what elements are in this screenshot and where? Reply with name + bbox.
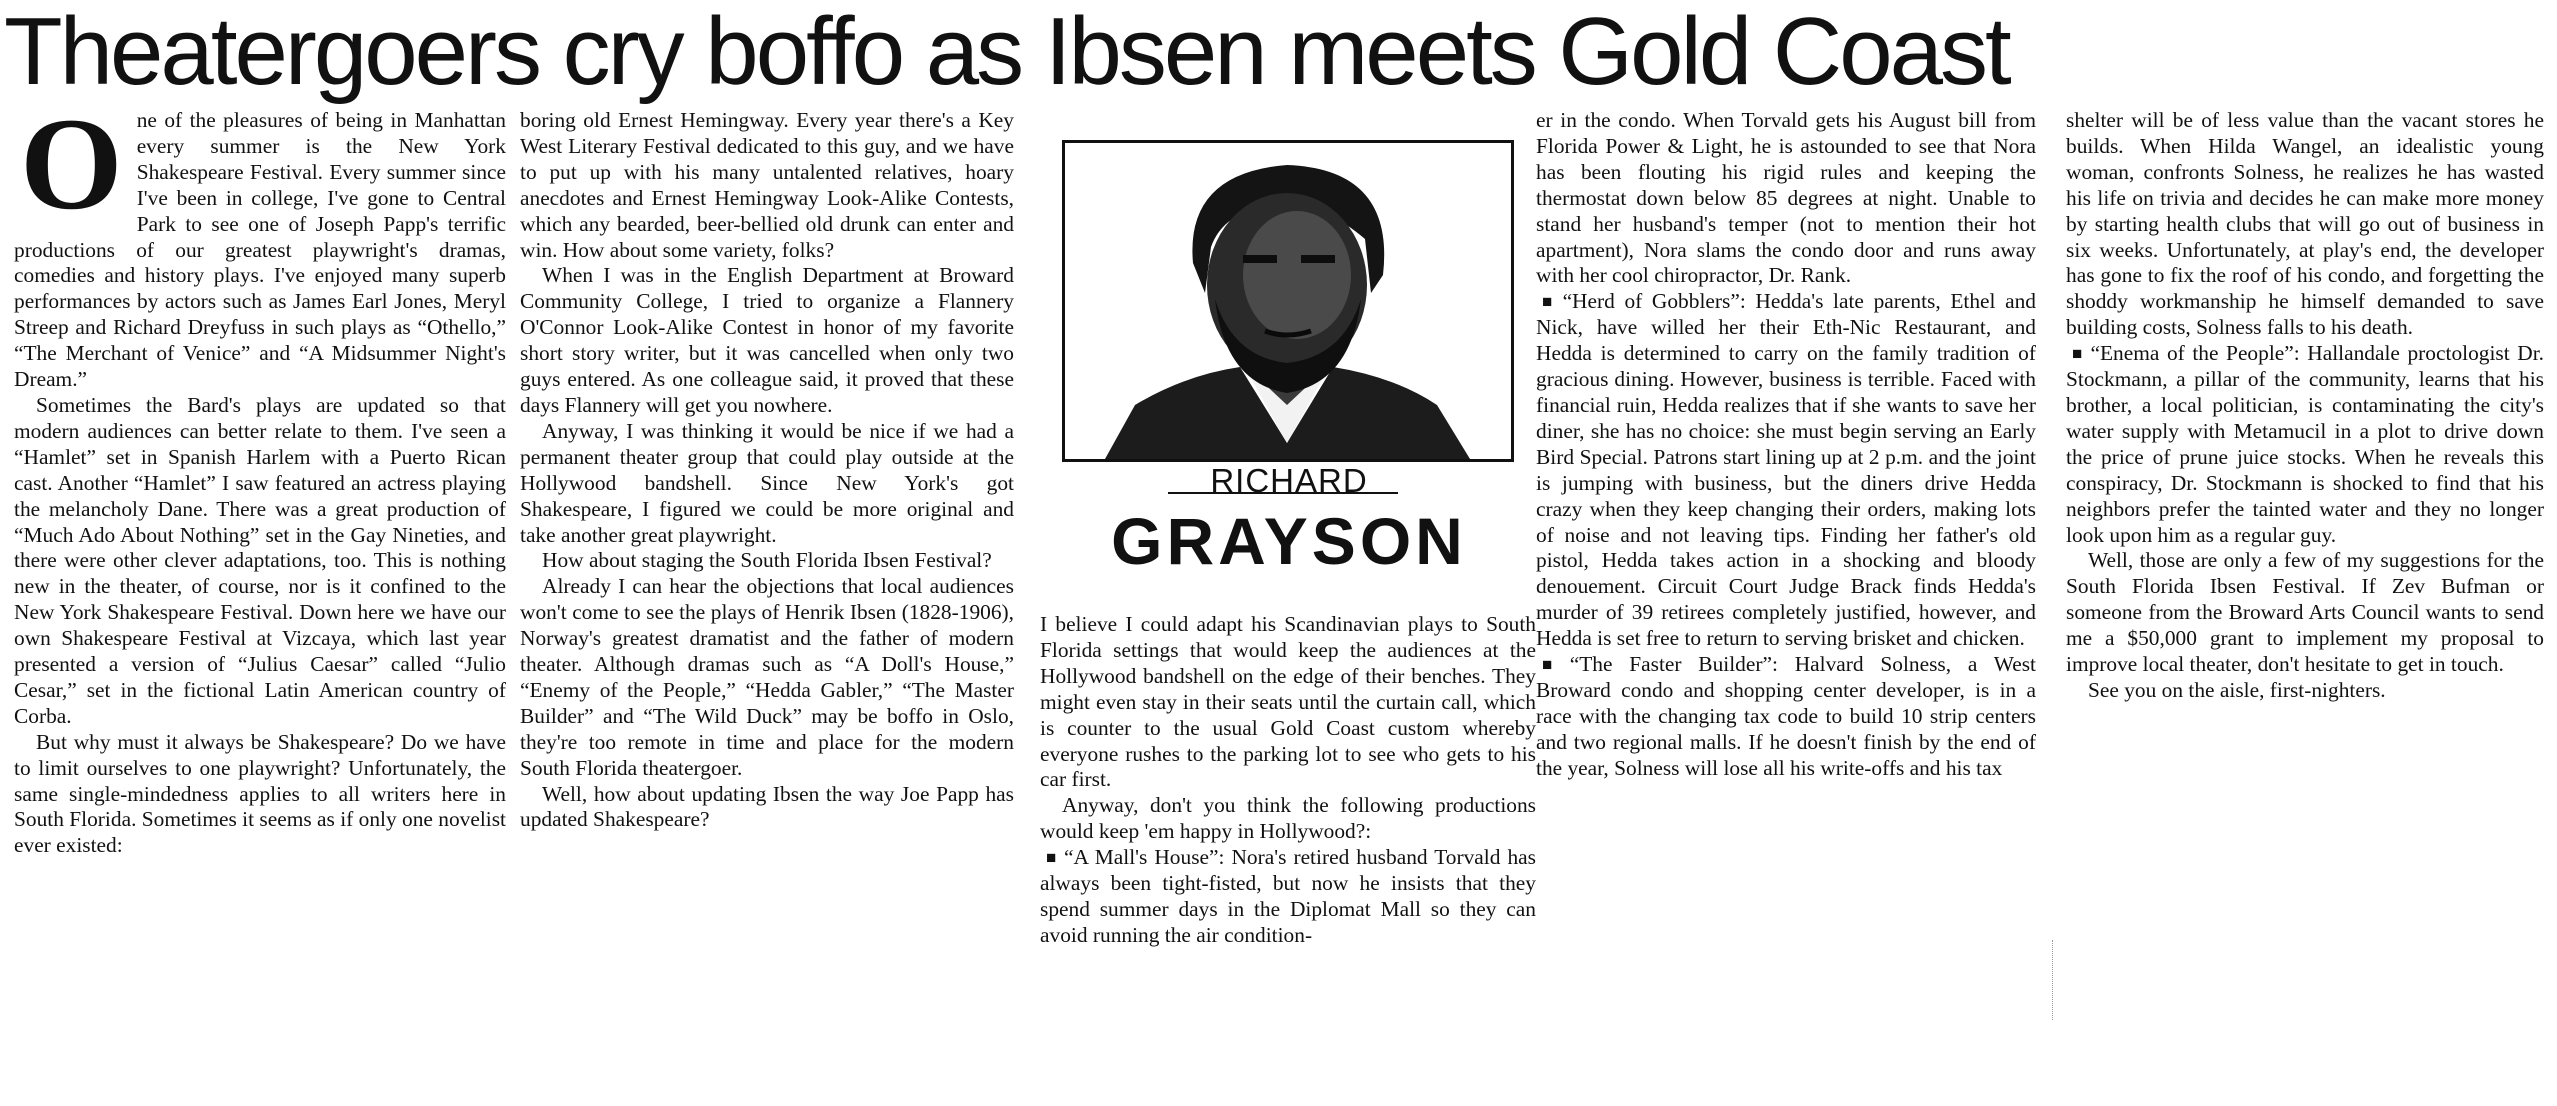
byline-box [1058,136,1520,588]
paragraph: How about staging the South Florida Ibsen Festival? [542,548,992,573]
paragraph: Anyway, don't you think the following productions would keep 'em happy in Hollywood?: [1040,793,1536,844]
article-column-5 [2066,108,2544,1106]
headline: Theatergoers cry boffo as Ibsen meets Gold Coast [4,0,2009,105]
byline-last-name: GRAYSON [1111,504,1467,578]
column-divider [2052,940,2053,1020]
article-column-2 [520,108,1014,1106]
square-bullet-icon: ■ [1542,292,1557,312]
article-column-3 [1040,612,1536,1106]
paragraph: er in the condo. When Torvald gets his August bill from Florida Power & Light, he is astounded to see that Nora has been flouting his rigid rules and keeping the thermostat down below 85 degrees at night. Unable to stand her husband's temper (not to mention their hot apartment), Nora slams the condo door and runs away with her cool chiropractor, Dr. Rank. [1536,108,2036,288]
square-bullet-icon: ■ [1046,848,1058,868]
byline-first-name: RICHARD [1210,462,1368,499]
paragraph: Sometimes the Bard's plays are updated so that modern audiences can better relate to them. I've seen a “Hamlet” set in Spanish Harlem with a Puerto Rican cast. Another “Hamlet” I saw featured an actress playing the melancholy Dane. There was a great production of “Much Ado About Nothing” set in the Gay Nineties, and there were other clever adaptations, too. This is nothing new in the theater, of course, nor is it confined to the New York Shakespeare Festival. Down here we have our own Shakespeare Festival at Vizcaya, which last year presented a version of “Julius Caesar” called “Julio Cesar,” set in the fictional Latin American country of Corba. [14,392,506,728]
paragraph: Well, those are only a few of my suggestions for the South Florida Ibsen Festival. If Zev Bufman or someone from the Broward Arts Council wants to send me a $50,000 grant to implement my proposal to improve local theater, don't hesitate to get in touch. [2066,548,2544,677]
paragraph: Well, how about updating Ibsen the way Joe Papp has updated Shakespeare? [520,781,1014,832]
square-bullet-icon: ■ [1542,655,1564,675]
paragraph: Already I can hear the objections that local audiences won't come to see the plays of Henrik Ibsen (1828-1906), Norway's greatest dramatist and the father of modern theater. Although dramas such as “A Doll's House,” “Enemy of the People,” “Hedda Gabler,” “The Master Builder” and “The Wild Duck” may be boffo in Oslo, they're too remote in time and place for the modern South Florida theatergoer. [520,574,1014,780]
article-column-4 [1536,108,2036,1106]
list-item [1040,845,1536,949]
list-item [1536,289,2036,652]
paragraph: Anyway, I was thinking it would be nice if we had a permanent theater group that could play outside at the Hollywood bandshell. Since New York's got Shakespeare, I figured we could be more original and take another great playwright. [520,418,1014,547]
square-bullet-icon: ■ [2072,344,2085,364]
paragraph: I believe I could adapt his Scandinavian plays to South Florida settings that would keep the audiences at the Hollywood bandshell on the edge of their benches. They might even stay in their seats until the curtain call, which is counter to the usual Gold Coast custom whereby everyone rushes to the parking lot to see who gets to his car first. [1040,612,1536,792]
paragraph: See you on the aisle, first-nighters. [2088,677,2386,702]
paragraph: “The Faster Builder”: Halvard Solness, a West Broward condo and shopping center developer, is in a race with the changing tax code to build 10 strip centers and two regional malls. If he doesn't finish by the end of the year, Solness will lose all his write-offs and his tax [1536,652,2036,780]
paragraph: “Enema of the People”: Hallandale proctologist Dr. Stockmann, a pillar of the community, learns that his brother, a local politician, is contaminating the city's water supply with Metamucil in a plot to drive down the price of prune juice stocks. When he reveals this conspiracy, Dr. Stockmann is shocked to find that his neighbors prefer the tainted water and they no longer look upon him as a regular guy. [2066,341,2544,547]
list-item [2066,341,2544,548]
paragraph: “A Mall's House”: Nora's retired husband Torvald has always been tight-fisted, but now he insists that they spend summer days in the Diplomat Mall so they can avoid running the air condition- [1040,845,1536,947]
list-item [1536,652,2036,782]
paragraph: ne of the pleasures of being in Manhattan every summer is the New York Shakespeare Festival. Every summer since I've been in college, I've gone to Central Park to see one of Joseph Papp's terrific productions of our greatest playwright's dramas, comedies and history plays. I've enjoyed many superb performances by actors such as James Earl Jones, Meryl Streep and Richard Dreyfuss in such plays as “Othello,” “The Merchant of Venice” and “A Midsummer Night's Dream.” [14,108,506,392]
byline-divider [1168,492,1398,494]
drop-cap: O [20,108,123,237]
paragraph: When I was in the English Department at Broward Community College, I tried to organize a Flannery O'Connor Look-Alike Contest in honor of my favorite short story writer, but it was cancelled when only two guys entered. As one colleague said, it proved that these days Flannery will get you nowhere. [520,263,1014,417]
article-column-1 [14,108,506,1106]
paragraph: “Herd of Gobblers”: Hedda's late parents, Ethel and Nick, have willed her their Eth-Nic Restaurant, and Hedda is determined to carry on the family tradition of gracious dining. However, business is terrible. Faced with financial ruin, Hedda realizes that if she wants to save her diner, she has no choice: she must begin serving an Early Bird Special. Patrons start lining up at 2 p.m. and the joint is jumping with business, but the diners drive Hedda crazy when they keep changing their orders, making lots of noise and not leaving tips. Finding her father's old pistol, Hedda takes action in a shocking and bloody denouement. Circuit Court Judge Brack finds Hedda's murder of 39 retirees completely justified, however, and Hedda is set free to return to serving brisket and chicken. [1536,289,2036,651]
paragraph: boring old Ernest Hemingway. Every year there's a Key West Literary Festival dedicated to this guy, and we have to put up with his many untalented relatives, hoary anecdotes and Ernest Hemingway Look-Alike Contests, which any bearded, beer-bellied old drunk can enter and win. How about some variety, folks? [520,108,1014,262]
paragraph: But why must it always be Shakespeare? Do we have to limit ourselves to one playwright? Unfortunately, the same single-mindedness applies to all writers here in South Florida. Sometimes it seems as if only one novelist ever existed: [14,729,506,858]
portrait-illustration [1065,143,1511,459]
author-portrait-icon [1062,140,1514,462]
paragraph: shelter will be of less value than the vacant stores he builds. When Hilda Wangel, an idealistic young woman, confronts Solness, he realizes he has wasted his life on trivia and decides he can make more money by starting health clubs that will go out of business in six weeks. Unfortunately, at play's end, the developer has gone to fix the roof of his condo, and forgetting the shoddy workmanship he himself demanded to save building costs, Solness falls to his death. [2066,108,2544,340]
